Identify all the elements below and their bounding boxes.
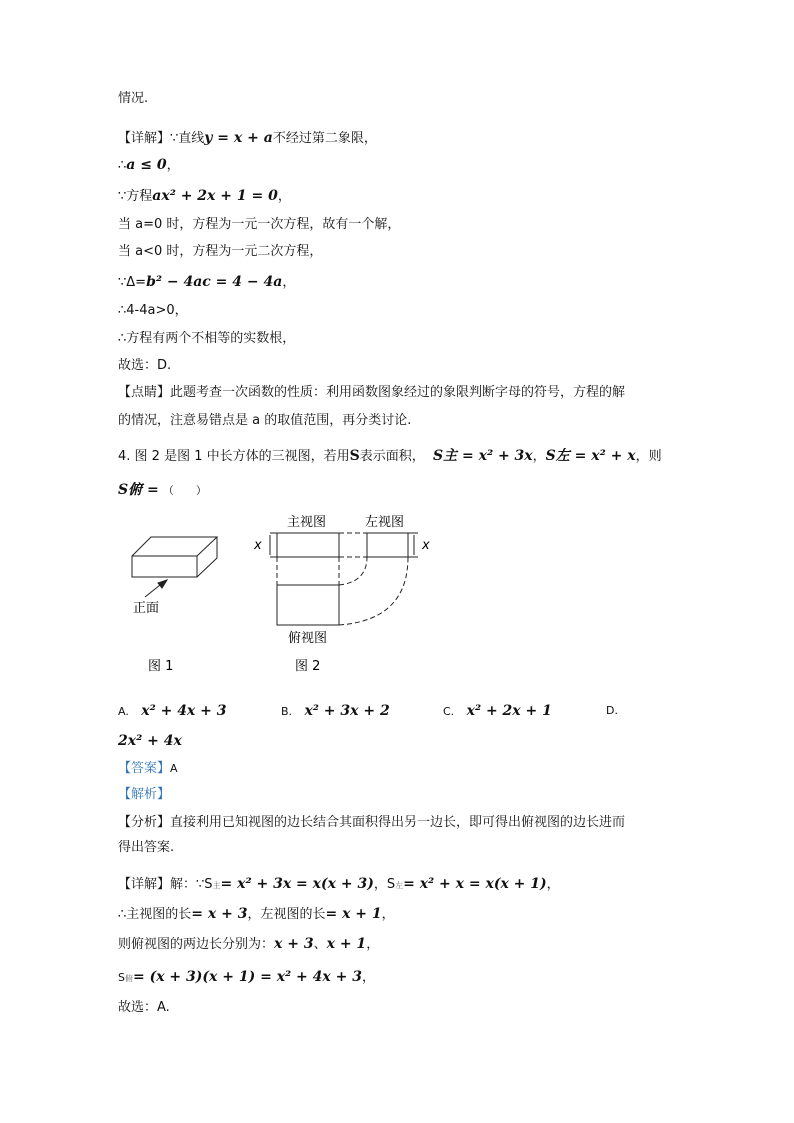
text: S — [118, 971, 125, 984]
math: = (x + 3)(x + 1) = x² + 4x + 3 — [132, 969, 362, 985]
text-line: 【点睛】此题考查一次函数的性质：利用函数图象经过的象限判断字母的符号，方程的解 — [118, 385, 626, 400]
text: 【详解】解：∵S — [118, 877, 213, 892]
option-d-expr[interactable] — [118, 731, 182, 752]
option-expr: x² + 3x + 2 — [304, 703, 390, 719]
math: a ≤ 0 — [126, 157, 167, 173]
text-line — [118, 934, 379, 955]
text: ，S — [373, 877, 396, 892]
math: S — [349, 448, 360, 464]
text: ， — [361, 970, 375, 985]
math: x + 1 — [326, 936, 367, 952]
text: 、 — [313, 937, 327, 952]
text-line: 当 a=0 时，方程为一元一次方程，故有一个解， — [118, 217, 401, 232]
main-view-label: 主视图 — [287, 515, 327, 530]
option-expr: x² + 4x + 3 — [141, 703, 227, 719]
text-line — [118, 904, 395, 925]
analysis-tag: 【解析】 — [118, 787, 171, 802]
text: ， — [546, 877, 560, 892]
option-expr: 2x² + 4x — [118, 733, 182, 749]
subscript: 主 — [212, 881, 221, 890]
math: = x² + x = x(x + 1) — [403, 876, 547, 892]
text-line: 故选：D. — [118, 358, 172, 373]
text: 表示面积， — [359, 449, 425, 464]
text: ， — [366, 937, 380, 952]
subscript: 俯 — [124, 974, 133, 983]
text-line: ∴方程有两个不相等的实数根， — [118, 331, 296, 346]
math: y = x + a — [204, 130, 273, 146]
text: ， — [166, 158, 180, 173]
figure-2-label: 图 2 — [295, 659, 321, 674]
option-d-letter[interactable]: D. — [606, 704, 618, 717]
top-view-label: 俯视图 — [288, 631, 328, 646]
math: S左 = x² + x — [545, 448, 636, 464]
math: S俯 = — [118, 482, 159, 498]
text-line — [118, 874, 560, 896]
text-line: 故选：A. — [118, 1000, 170, 1015]
section-tag: 【详解】 — [118, 131, 171, 146]
answer-value: A — [170, 762, 178, 775]
text: ∴主视图的长 — [118, 907, 192, 922]
option-a[interactable] — [118, 701, 227, 722]
x-label-right: x — [422, 538, 430, 553]
answer-tag: 【答案】 — [118, 761, 171, 776]
text: ， — [381, 907, 395, 922]
text: ，左视图的长 — [247, 907, 326, 922]
front-label: 正面 — [133, 601, 160, 616]
option-letter: A. — [118, 705, 129, 718]
option-expr: x² + 2x + 1 — [466, 703, 552, 719]
text-line: 【分析】直接利用已知视图的边长结合其面积得出另一边长，即可得出俯视图的边长进而 — [118, 815, 626, 830]
subscript: 左 — [395, 881, 404, 890]
text-line: 当 a<0 时，方程为一元二次方程， — [118, 244, 323, 259]
math: = x + 3 — [191, 906, 248, 922]
option-letter: B. — [281, 705, 293, 718]
text-line: 得出答案. — [118, 840, 175, 855]
text: ∵Δ= — [118, 275, 147, 290]
math: x + 3 — [274, 936, 314, 952]
text: ， — [282, 275, 296, 290]
option-b[interactable] — [281, 701, 390, 722]
x-label-left: x — [254, 538, 262, 553]
text-line: 的情况，注意易错点是 a 的取值范围，再分类讨论. — [118, 413, 412, 428]
text-line — [118, 967, 375, 989]
cuboid-figure-1 — [132, 537, 217, 597]
blank: （ ） — [162, 484, 207, 497]
math: = x + 1 — [325, 906, 382, 922]
left-view-label: 左视图 — [365, 515, 405, 530]
option-c[interactable] — [443, 701, 552, 722]
figure-1-label: 图 1 — [148, 659, 174, 674]
math: S主 = x² + 3x — [433, 448, 533, 464]
text-line: ∴4-4a>0， — [118, 303, 188, 318]
text: 不经过第二象限， — [272, 131, 377, 146]
text: 则俯视图的两边长分别为： — [118, 937, 275, 952]
math: = x² + 3x = x(x + 3) — [220, 876, 374, 892]
math: ax² + 2x + 1 = 0 — [152, 188, 278, 204]
text: ， — [277, 189, 291, 204]
text: ，则 — [635, 449, 662, 464]
views-figure-2 — [270, 533, 418, 625]
text-line: 情况. — [118, 91, 149, 106]
text: ∵方程 — [118, 189, 153, 204]
math: b² − 4ac = 4 − 4a — [146, 274, 283, 290]
answer-line — [118, 759, 178, 779]
text: ∴ — [118, 158, 127, 173]
text: ∵直线 — [170, 131, 205, 146]
option-letter: C. — [443, 705, 455, 718]
text: 4. 图 2 是图 1 中长方体的三视图，若用 — [118, 449, 350, 464]
text: ， — [532, 449, 546, 464]
